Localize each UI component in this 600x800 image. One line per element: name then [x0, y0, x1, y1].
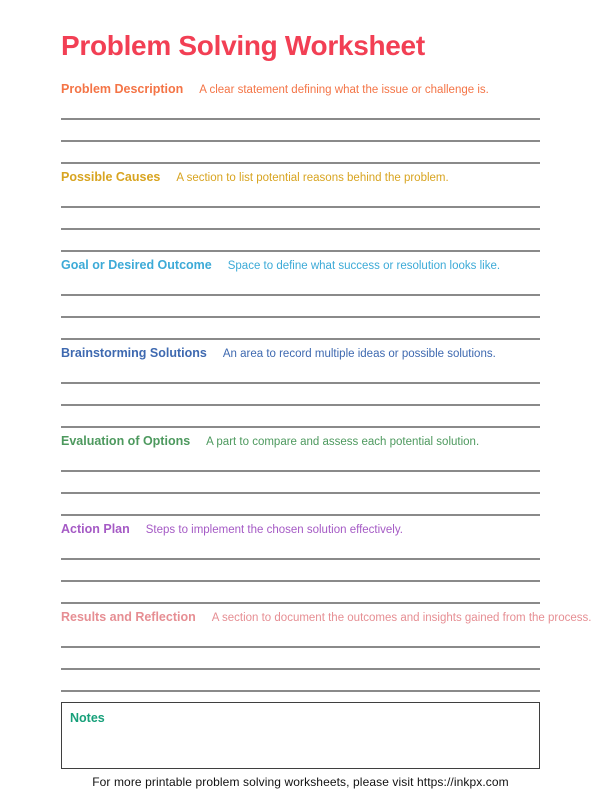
- section-heading: [61, 432, 540, 450]
- section-action-plan: [61, 520, 540, 604]
- section-brainstorming-solutions: [61, 344, 540, 428]
- section-heading: [61, 520, 540, 538]
- writing-line: [61, 120, 540, 142]
- writing-line: [61, 318, 540, 340]
- writing-line: [61, 538, 540, 560]
- notes-box: [61, 702, 540, 769]
- page-title: Problem Solving Worksheet: [61, 30, 425, 61]
- section-label: Problem Description: [61, 82, 184, 96]
- section-possible-causes: [61, 168, 540, 252]
- section-label: Brainstorming Solutions: [61, 346, 207, 360]
- writing-line: [61, 494, 540, 516]
- writing-line: [61, 450, 540, 472]
- section-goal-or-desired-outcome: [61, 256, 540, 340]
- section-heading: [61, 608, 592, 626]
- writing-line: [61, 472, 540, 494]
- section-heading: [61, 80, 540, 98]
- section-evaluation-of-options: [61, 432, 540, 516]
- section-heading: [61, 168, 540, 186]
- writing-line: [61, 626, 540, 648]
- writing-line: [61, 582, 540, 604]
- writing-line: [61, 274, 540, 296]
- section-label: Possible Causes: [61, 170, 161, 184]
- section-description: A section to list potential reasons behind the problem.: [176, 172, 449, 184]
- writing-line: [61, 406, 540, 428]
- section-description: A part to compare and assess each potential solution.: [206, 436, 480, 448]
- writing-line: [61, 208, 540, 230]
- writing-line: [61, 186, 540, 208]
- section-heading: [61, 344, 540, 362]
- writing-line: [61, 142, 540, 164]
- section-description: An area to record multiple ideas or possible solutions.: [222, 348, 496, 360]
- writing-line: [61, 98, 540, 120]
- section-label: Goal or Desired Outcome: [61, 258, 212, 272]
- writing-line: [61, 230, 540, 252]
- section-heading: [61, 256, 540, 274]
- footer-text: For more printable problem solving worksheets, please visit https://inkpx.com: [92, 775, 509, 789]
- writing-line: [61, 384, 540, 406]
- writing-line: [61, 670, 540, 692]
- writing-line: [61, 362, 540, 384]
- writing-line: [61, 560, 540, 582]
- writing-line: [61, 648, 540, 670]
- section-description: Steps to implement the chosen solution effectively.: [145, 524, 403, 536]
- section-description: A clear statement defining what the issue or challenge is.: [199, 84, 489, 96]
- section-description: A section to document the outcomes and insights gained from the process.: [211, 612, 592, 624]
- section-label: Results and Reflection: [61, 610, 196, 624]
- section-problem-description: [61, 80, 540, 164]
- section-label: Evaluation of Options: [61, 434, 191, 448]
- notes-label: Notes: [70, 711, 105, 725]
- section-label: Action Plan: [61, 522, 130, 536]
- section-description: Space to define what success or resolution looks like.: [227, 260, 501, 272]
- section-results-and-reflection: [61, 608, 592, 692]
- writing-line: [61, 296, 540, 318]
- sections-container: [61, 80, 592, 692]
